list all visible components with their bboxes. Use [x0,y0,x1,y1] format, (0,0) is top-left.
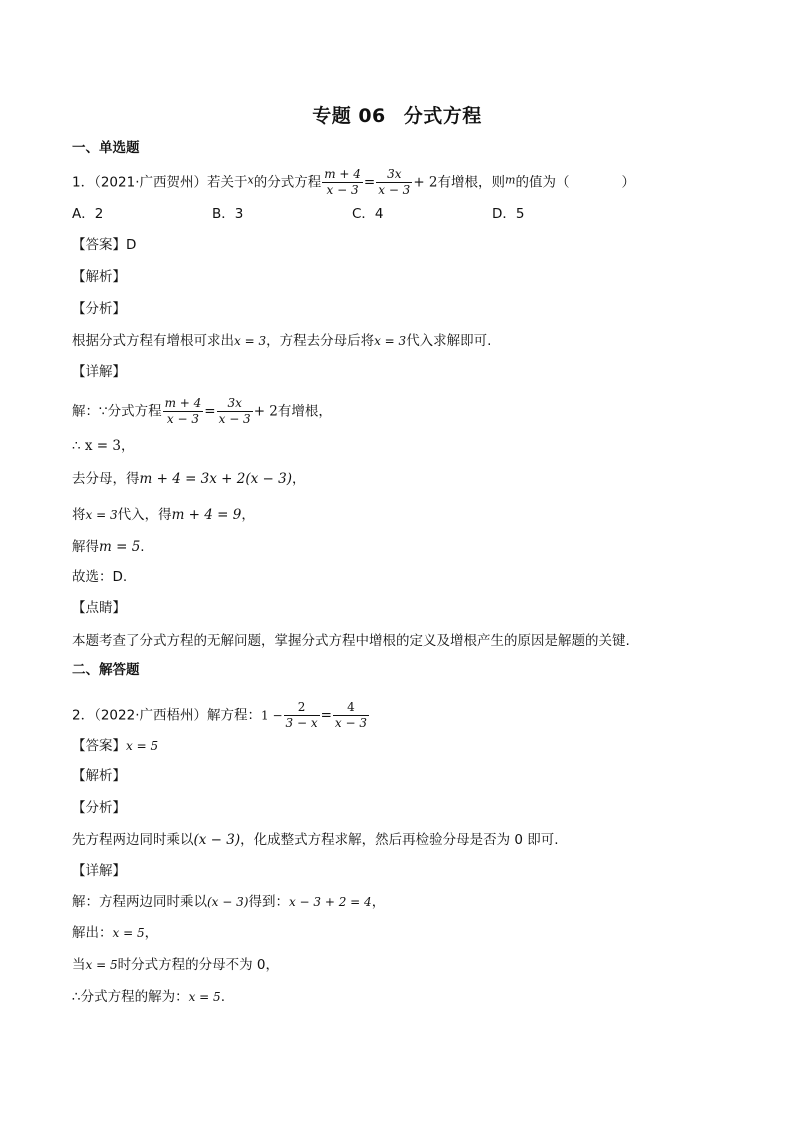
q1-solution-step-3: 去分母，得m + 4 = 3x + 2(x − 3)， [72,471,306,487]
option-d: D．5 [492,206,525,222]
q2-solution-step-4: ∴分式方程的解为：x = 5. [72,989,225,1005]
question-1-options [72,204,632,224]
q1-jiexi-label: 【解析】 [72,269,126,285]
q1-solution-step-1: 解：∵分式方程 $\frac{m + 4}{x - 3}$ = $\frac{3x}{x - 3}$ + 2有增根， [72,396,332,426]
q2-solution-step-1: 解：方程两边同时乘以(x − 3)得到：x − 3 + 2 = 4， [72,894,386,910]
page-title [0,101,794,128]
fraction-m-plus-4-over-x-minus-3: $\frac{m + 4}{x - 3}$ [324,167,361,197]
q1-solution-step-4: 将x = 3代入，得m + 4 = 9， [72,507,255,523]
title-sub: 分式方程 [403,105,482,127]
option-b: B．3 [212,206,244,222]
option-c: C．4 [352,206,384,222]
fraction-2-over-3-minus-x: $\frac{2}{3 - x}$ [285,700,318,730]
q2-jiexi-label: 【解析】 [72,768,126,784]
q2-analysis: 先方程两边同时乘以(x − 3)，化成整式方程求解，然后再检验分母是否为 0 即可. [72,832,559,848]
q1-solution-step-2: ∴ x = 3， [72,438,135,454]
q1-xiangjie-label: 【详解】 [72,364,126,380]
q2-xiangjie-label: 【详解】 [72,863,126,879]
question-2-stem: 2．（2022·广西梧州）解方程：1 − $\frac{2}{3 - x}$ = $\frac{4}{x - 3}$ [72,700,368,730]
q2-answer: 【答案】x = 5 [72,738,159,754]
q1-solution-step-5: 解得m = 5. [72,539,145,555]
section-heading-answer-questions: 二、解答题 [72,662,140,678]
option-a: A．2 [72,206,104,222]
question-1-stem: 1．（2021·广西贺州）若关于$^x$的分式方程 $\frac{m + 4}{x - 3}$ = $\frac{3x}{x - 3}$ + 2有增根，则$^m$的值为（ ） [72,167,635,197]
section-heading-single-choice: 一、单选题 [72,140,140,156]
q1-fenxi-label: 【分析】 [72,301,126,317]
q1-comment: 本题考查了分式方程的无解问题，掌握分式方程中增根的定义及增根产生的原因是解题的关键. [72,633,630,649]
q1-solution-step-6: 故选：D. [72,569,128,585]
title-main: 专题 06 [312,105,386,127]
q2-solution-step-3: 当x = 5时分式方程的分母不为 0， [72,957,279,973]
fraction-3x-over-x-minus-3: $\frac{3x}{x - 3}$ [378,167,411,197]
q1-answer: 【答案】D [72,237,137,253]
q1-dianjing-label: 【点睛】 [72,600,126,616]
q1-analysis: 根据分式方程有增根可求出x = 3，方程去分母后将x = 3代入求解即可. [72,333,492,349]
fraction-4-over-x-minus-3: $\frac{4}{x - 3}$ [334,700,368,730]
q2-solution-step-2: 解出：x = 5， [72,925,159,941]
q2-fenxi-label: 【分析】 [72,800,126,816]
